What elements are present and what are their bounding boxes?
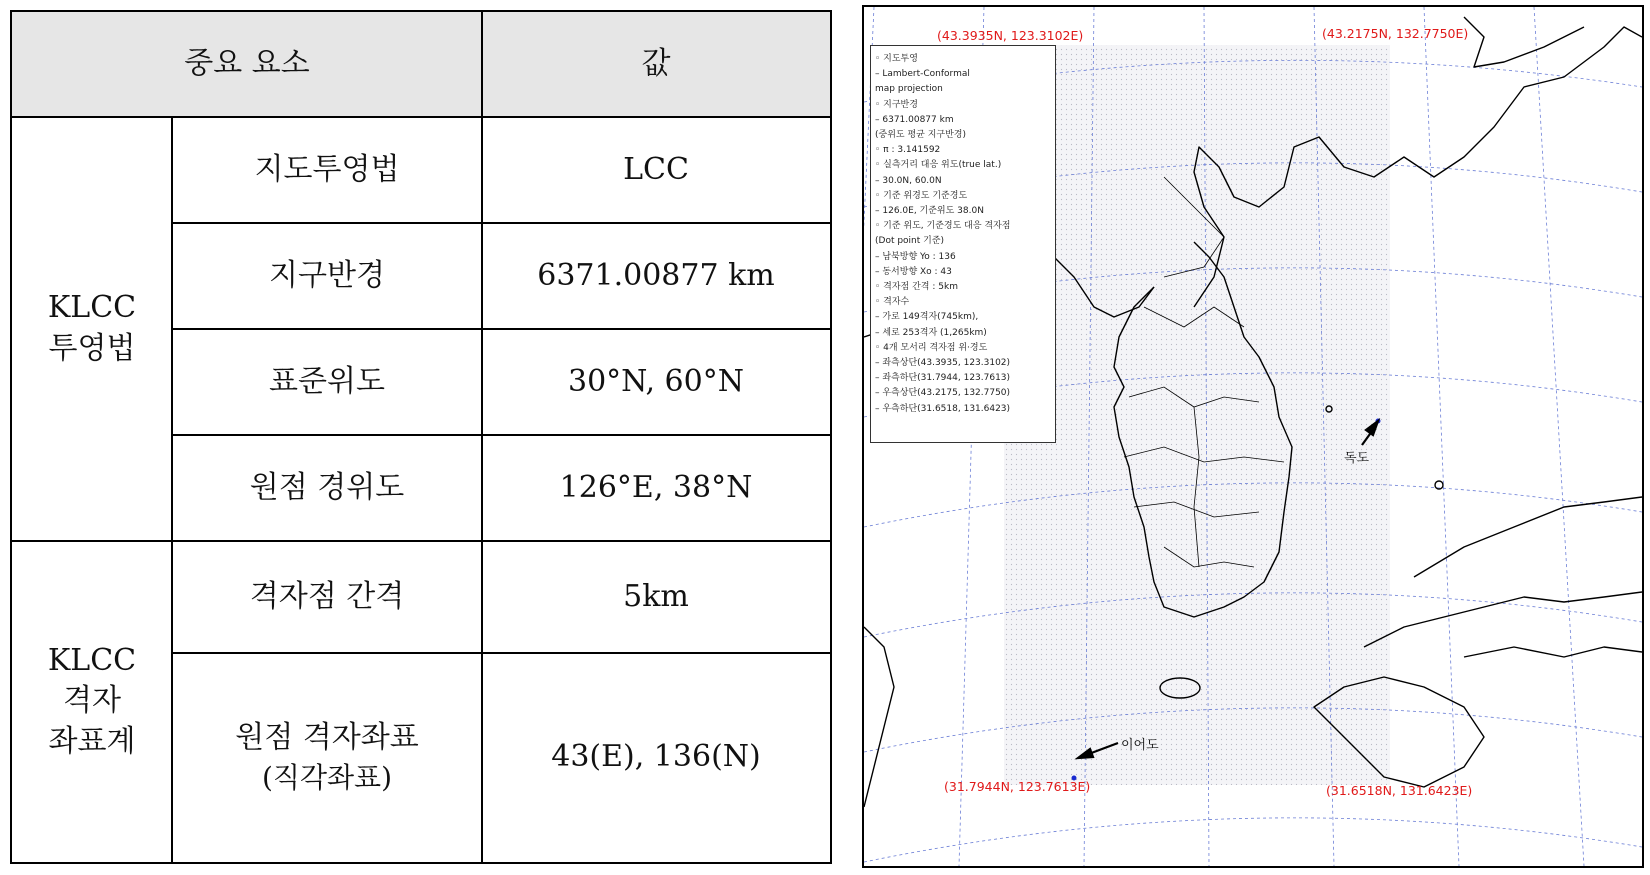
dokdo-label: 독도 [1344,451,1370,466]
legend-line: ◦ 실측거리 대응 위도(true lat.) [875,160,1002,171]
legend-line: ◦ 지구반경 [875,99,918,110]
table-header-element: 중요 요소 [12,12,482,117]
row-element: 격자점 간격 [249,578,405,614]
legend-line: – 좌측하단(31.7944, 123.7613) [875,373,1011,384]
legend-line: – 남북방향 Yo : 136 [875,251,956,262]
divider [172,434,830,436]
divider [172,328,830,330]
divider [172,652,830,654]
legend-line: – 세로 253격자 (1,265km) [875,327,987,338]
divider [12,540,830,542]
ieodo-label: 이어도 [1121,738,1159,753]
divider [171,116,173,862]
legend-line: – 좌측상단(43.3935, 123.3102) [875,358,1011,369]
row-value: LCC [623,151,689,187]
group-label-line: KLCC [47,290,137,325]
legend-line: ◦ 격자점 간격 : 5km [875,282,958,293]
row-element [172,653,482,862]
legend-line: ◦ 기준 위경도 기준경도 [875,190,968,201]
group-label-line: 격자 [63,683,121,719]
divider [481,12,483,862]
row-element: 원점 경위도 [249,469,405,505]
group-label-line: 좌표계 [48,723,136,759]
divider [172,222,830,224]
legend-line: ◦ 격자수 [875,297,910,308]
group-label-line: 투영법 [48,330,136,366]
row-value: 6371.00877 km [537,257,775,293]
legend-line: (Dot point 기준) [875,236,945,247]
divider [12,116,830,118]
legend-line: – 126.0E, 기준위도 38.0N [875,206,984,217]
corner-label-bottom-left: (31.7944N, 123.7613E) [944,779,1091,794]
legend-line: (중위도 평균 지구반경) [875,130,966,141]
legend-line: – 동서방향 Xo : 43 [875,266,952,277]
corner-label-top-right: (43.2175N, 132.7750E) [1322,26,1469,41]
row-element: 지도투영법 [254,151,400,187]
legend-line: – 6371.00877 km [875,114,954,125]
legend-line: – 우측하단(31.6518, 131.6423) [875,403,1011,414]
group-label-projection [12,117,172,540]
legend-line: ◦ π : 3.141592 [875,145,941,156]
row-element: 표준위도 [269,363,385,399]
row-value: 126°E, 38°N [559,469,753,505]
korea-grid-map [862,5,1644,868]
legend-line: ◦ 지도투영 [875,54,918,64]
row-value: 5km [623,578,689,614]
table-header-value: 값 [482,12,830,117]
legend-line: – 30.0N, 60.0N [875,175,942,186]
corner-label-bottom-right: (31.6518N, 131.6423E) [1326,783,1473,798]
legend-line: map projection [875,84,943,95]
legend-line: ◦ 4개 모서리 격자점 위·경도 [875,342,988,353]
group-label-line: KLCC [47,642,137,678]
legend-line: – Lambert-Conformal [875,69,970,80]
row-element-line: (직각좌표) [261,760,393,794]
projection-table [10,10,832,864]
row-element-line: 원점 격자좌표 [235,720,419,756]
legend-line: ◦ 기준 위도, 기준경도 대응 격자점 [875,221,1011,232]
legend-line: – 우측상단(43.2175, 132.7750) [875,388,1011,399]
corner-label-top-left: (43.3935N, 123.3102E) [937,28,1084,43]
row-value: 43(E), 136(N) [551,739,761,775]
row-element: 지구반경 [269,257,385,293]
row-value: 30°N, 60°N [567,363,744,399]
map-legend [870,45,1056,443]
legend-line: – 가로 149격자(745km), [875,312,979,323]
group-label-grid [12,541,172,862]
